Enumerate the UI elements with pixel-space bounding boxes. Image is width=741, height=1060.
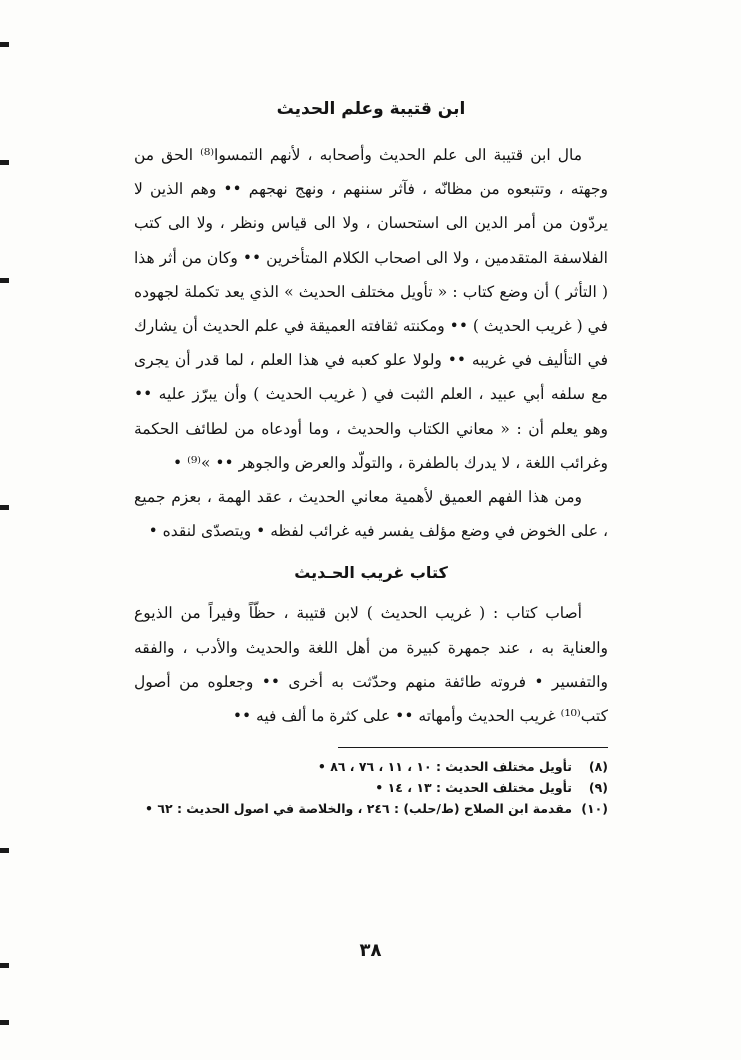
footnote-text: مقدمة ابن الصلاح (ط/حلب) : ٢٤٦ ، والخلاصة في اصول الحديث : ٦٢ • [144, 801, 572, 817]
footnote-divider [338, 747, 608, 748]
page-content [134, 92, 608, 819]
scan-margin-mark [0, 42, 9, 47]
page-number: ٣٨ [359, 940, 382, 961]
footnote [134, 798, 608, 819]
footnote-number: (٩) [588, 780, 608, 796]
section-heading: كتاب غريب الحـديث [294, 563, 448, 583]
scan-margin-mark [0, 1020, 9, 1025]
body-paragraph: ومن هذا الفهم العميق لأهمية معاني الحديث ، عقد الهمة ، بعزم جميع ، على الخوض في وضع مؤلف يفسر فيه غرائب لفظه • ويتصدّى لنقده • [134, 488, 608, 541]
scan-margin-mark [0, 848, 9, 853]
footnote [134, 777, 608, 798]
body-paragraph: مال ابن قتيبة الى علم الحديث وأصحابه ، لأنهم التمسوا⁽⁸⁾ الحق من وجهته ، وتتبعوه من مظانّه ، فآثر سننهم ، ونهج نهجهم •• وهم الذين لا يردّون من أمر الدين الى استحسان ، ولا الى قياس ونظر ، ولا الى كتب الفلاسفة المتقدمين ، ولا الى اصحاب الكلام المتأخرين •• وكان من أثر هذا ( التأثر ) أن وضع كتاب : « تأويل مختلف الحديث » الذي يعد تكملة لجهوده في ( غريب الحديث ) •• ومكنته ثقافته العميقة في علم الحديث أن يشارك في التأليف في غريبه •• ولولا علو كعبه في هذا العلم ، لما قدر أن يجرى مع سلفه أبي عبيد ، العلم الثبت في ( غريب الحديث ) وأن يبرّز عليه •• وهو يعلم أن : « معاني الكتاب والحديث ، وما أودعاه من لطائف الحكمة وغرائب اللغة ، لا يدرك بالطفرة ، والتولّد والعرض والجوهر •• »⁽⁹⁾ • [134, 146, 608, 472]
footnote-number: (٨) [588, 759, 608, 775]
page-title: ابن قتيبة وعلم الحديث [276, 99, 466, 119]
scan-margin-mark [0, 278, 9, 283]
scan-margin-mark [0, 505, 9, 510]
body-paragraph: أصاب كتاب : ( غريب الحديث ) لابن قتيبة ، حظّاً وفيراً من الذيوع والعناية به ، عند جمهرة كبيرة من أهل اللغة والحديث والأدب ، والفقه والتفسير • فروته طائفة منهم وحدّثت به أخرى •• وجعلوه من أصول كتب⁽¹⁰⁾ غريب الحديث وأمهاته •• على كثرة ما ألف فيه •• [134, 604, 608, 726]
footnote-text: تأويل مختلف الحديث : ١٠ ، ١١ ، ٧٦ ، ٨٦ • [317, 759, 572, 775]
footnote-number: (١٠) [581, 801, 608, 817]
scan-margin-mark [0, 963, 9, 968]
footnote [134, 756, 608, 777]
footnote-text: تأويل مختلف الحديث : ١٣ ، ١٤ • [375, 780, 572, 796]
scan-margin-mark [0, 160, 9, 165]
